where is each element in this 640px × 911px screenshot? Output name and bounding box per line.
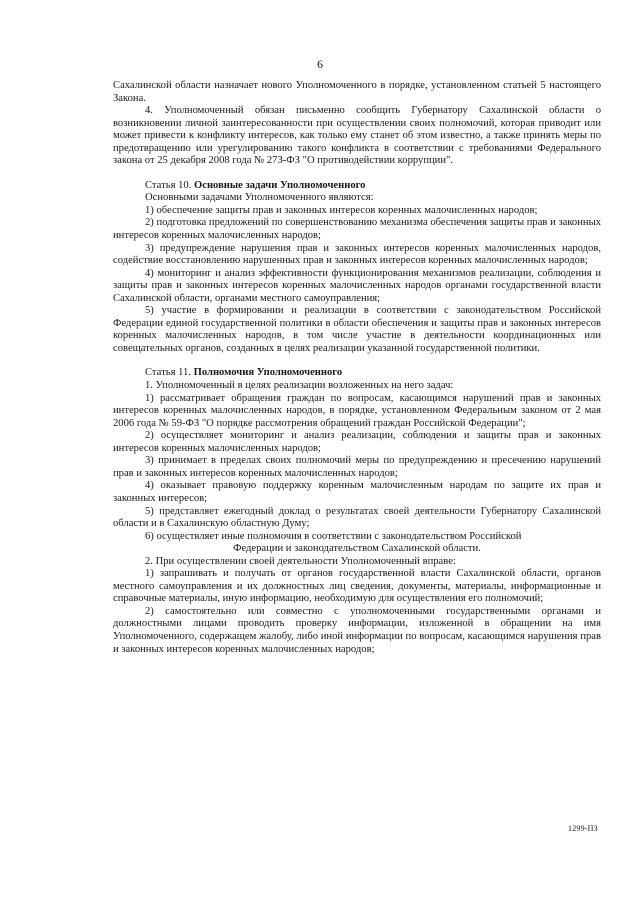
spacer	[113, 355, 601, 367]
article-11-part-2-item-1: 1) запрашивать и получать от органов государственной власти Сахалинской области, органов местного самоуправления и их должностных лиц сведения, документы, материалы, информационные и справочные материалы, иную информацию, необходимую для осуществления его полномочий;	[113, 568, 601, 605]
paragraph-4: 4. Уполномоченный обязан письменно сообщить Губернатору Сахалинской области о возникновении личной заинтересованности при осуществлении своих полномочий, которая приводит или может привести к конфликту интересов, как только ему станет об этом известно, а также принять меры по предотвращению или урегулированию такого конфликта в соответствии с требованиями Федерального закона от 25 декабря 2008 года № 273-ФЗ "О противодействии коррупции".	[113, 105, 601, 167]
article-11-part-1-item-1: 1) рассматривает обращения граждан по вопросам, касающимся нарушений прав и законных интересов коренных малочисленных народов, в порядке, установленном Федеральным законом от 2 мая 2006 года № 59-ФЗ "О порядке рассмотрения обращений граждан Российской Федерации";	[113, 392, 601, 429]
article-11-part-1-item-6-line-1: 6) осуществляет иные полномочия в соответствии с законодательством Российской	[145, 530, 522, 542]
article-10-item-4: 4) мониторинг и анализ эффективности функционирования механизмов реализации, соблюдения и защиты прав и законных интересов коренных малочисленных народов органами государственной власти Сахалинской области, органами местного самоуправления;	[113, 267, 601, 304]
article-10-lead: Основными задачами Уполномоченного являются:	[145, 192, 374, 204]
article-11-part-2-item-2: 2) самостоятельно или совместно с уполномоченными государственными органами и должностными лицами проводить проверку информации, изложенной в обращении на имя Уполномоченного, содержащем жалобу, либо иной информации по вопросам, касающимся нарушения прав и законных интересов коренных малочисленных народов;	[113, 605, 601, 655]
article-11-part-1-item-2: 2) осуществляет мониторинг и анализ реализации, соблюдения и защиты прав и законных интересов коренных малочисленных народов;	[113, 430, 601, 454]
document-body	[113, 80, 601, 656]
article-10-label: Статья 10.	[145, 179, 192, 191]
article-11-part-1-item-4: 4) оказывает правовую поддержку коренным малочисленным народам по защите их прав и законных интересов;	[113, 480, 601, 504]
article-11-part-2-lead: 2. При осуществлении своей деятельности Уполномоченный вправе:	[145, 555, 456, 567]
article-11-part-1-item-3: 3) принимает в пределах своих полномочий меры по предупреждению и пресечению нарушений прав и законных интересов коренных малочисленных народов;	[113, 455, 601, 479]
article-10-heading	[113, 180, 601, 193]
article-10-item-3: 3) предупреждение нарушения прав и законных интересов коренных малочисленных народов, содействие восстановлению нарушенных прав и законных интересов коренных малочисленных народов;	[113, 242, 601, 267]
article-10-title: Основные задачи Уполномоченного	[194, 179, 366, 191]
article-11-part-1-item-5: 5) представляет ежегодный доклад о результатах своей деятельности Губернатору Сахалинской области и в Сахалинскую областную Думу;	[113, 505, 601, 530]
article-10-item-2: 2) подготовка предложений по совершенствованию механизма обеспечения защиты прав и законных интересов коренных малочисленных народов;	[113, 217, 601, 242]
document-code: 1299-П3	[568, 824, 598, 833]
article-11-part-1-lead: 1. Уполномоченный в целях реализации возложенных на него задач:	[145, 380, 454, 392]
article-11-part-1-item-6-line-2: Федерации и законодательством Сахалинской области.	[233, 543, 481, 555]
article-11-label: Статья 11.	[145, 367, 191, 379]
article-10-item-5: 5) участие в формировании и реализации в соответствии с законодательством Российской Федерации единой государственной политики в области обеспечения и защиты прав и законных интересов коренных малочисленных народов, в том числе участие в деятельности координационных или совещательных органов, созданных в целях реализации указанной государственной политики.	[113, 305, 601, 354]
article-11-title: Полномочия Уполномоченного	[193, 367, 343, 379]
spacer	[113, 168, 601, 180]
page-number: 6	[317, 57, 323, 71]
paragraph-continuation: Сахалинской области назначает нового Уполномоченного в порядке, установленном статьей 5 настоящего Закона.	[113, 80, 601, 104]
article-10-item-1: 1) обеспечение защиты прав и законных интересов коренных малочисленных народов;	[145, 204, 538, 216]
article-11-heading	[113, 367, 601, 380]
